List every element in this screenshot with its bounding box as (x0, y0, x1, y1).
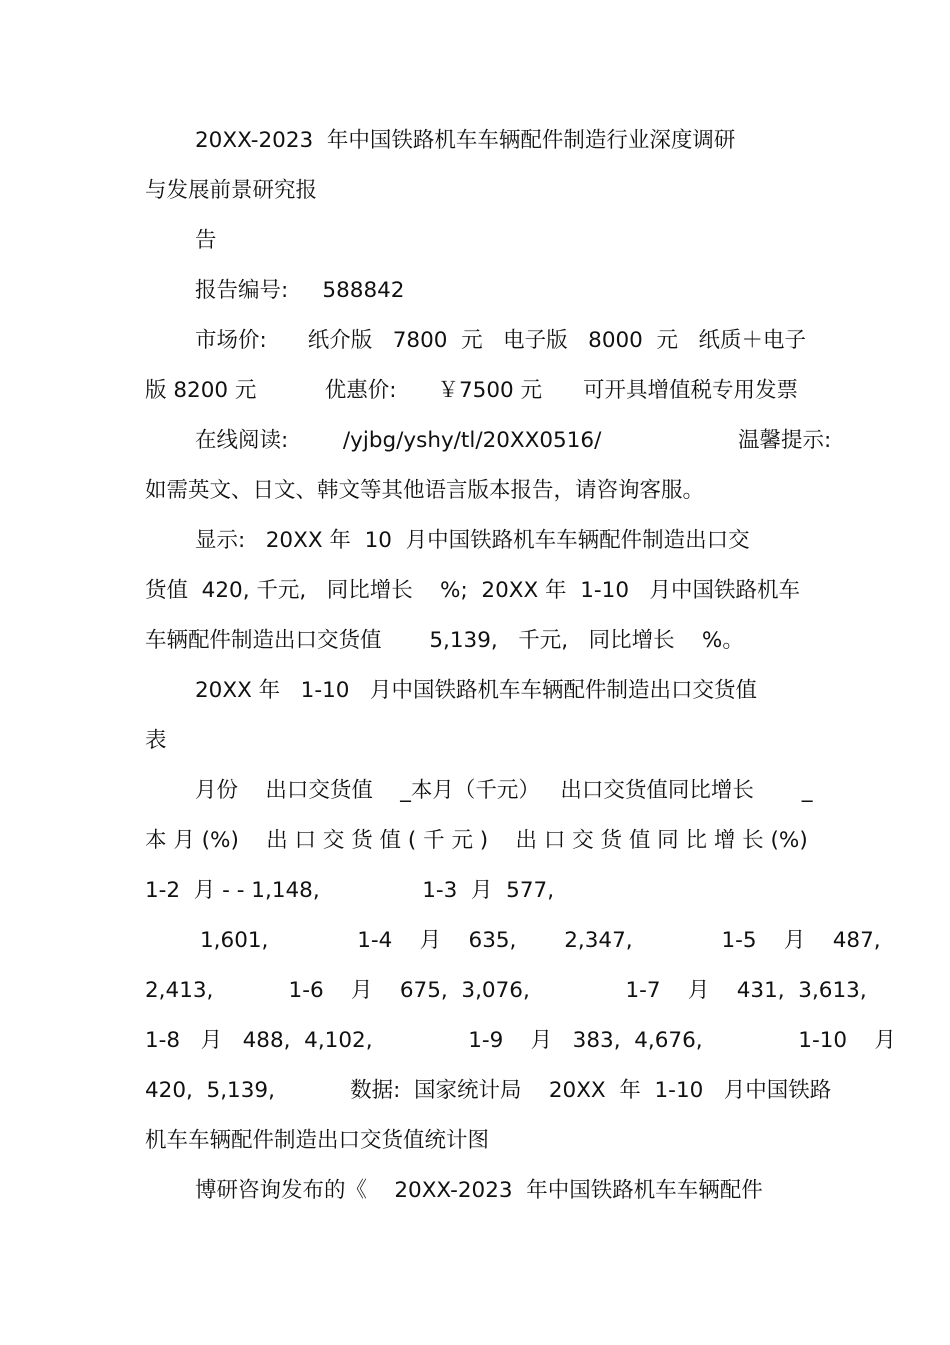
table-data-line-1: 1-2 月 - - 1,148, 1-3 月 577, (145, 878, 555, 903)
display-summary-line-3: 车辆配件制造出口交货值 5,139, 千元, 同比增长 %。 (145, 628, 744, 653)
table-header-line-2: 本 月 (%) 出 口 交 货 值 ( 千 元 ) 出 口 交 货 值 同 比 增 长 (%) (145, 828, 808, 853)
display-summary-line-2: 货值 420, 千元, 同比增长 %; 20XX 年 1-10 月中国铁路机车 (145, 578, 801, 603)
table-header-line-1: 月份 出口交货值 _本月（千元） 出口交货值同比增长 _ (195, 778, 813, 803)
market-price-line: 市场价: 纸介版 7800 元 电子版 8000 元 纸质＋电子 (195, 328, 807, 353)
table-title-line-1: 20XX 年 1-10 月中国铁路机车车辆配件制造出口交货值 (195, 678, 757, 703)
table-title-line-2: 表 (145, 728, 167, 753)
online-reading-line: 在线阅读: /yjbg/yshy/tl/20XX0516/ 温馨提示: (195, 428, 832, 453)
report-title-line-1: 20XX-2023 年中国铁路机车车辆配件制造行业深度调研 (195, 128, 736, 153)
language-notice-line: 如需英文、日文、韩文等其他语言版本报告，请咨询客服。 (145, 478, 705, 503)
report-title-line-3: 告 (195, 228, 217, 253)
chart-caption-line: 机车车辆配件制造出口交货值统计图 (145, 1128, 490, 1153)
report-title-line-2: 与发展前景研究报 (145, 178, 318, 203)
price-continued-line: 版 8200 元 优惠价: ￥7500 元 可开具增值税专用发票 (145, 378, 799, 403)
publisher-intro-line: 博研咨询发布的《 20XX-2023 年中国铁路机车车辆配件 (195, 1178, 763, 1203)
table-data-line-3: 2,413, 1-6 月 675, 3,076, 1-7 月 431, 3,613, (145, 978, 867, 1003)
report-number: 报告编号: 588842 (195, 278, 405, 303)
table-data-line-4: 1-8 月 488, 4,102, 1-9 月 383, 4,676, 1-10 月 (145, 1028, 896, 1053)
table-data-line-2: 1,601, 1-4 月 635, 2,347, 1-5 月 487, (200, 928, 881, 953)
display-summary-line-1: 显示: 20XX 年 10 月中国铁路机车车辆配件制造出口交 (195, 528, 750, 553)
table-data-line-5: 420, 5,139, 数据: 国家统计局 20XX 年 1-10 月中国铁路 (145, 1078, 832, 1103)
